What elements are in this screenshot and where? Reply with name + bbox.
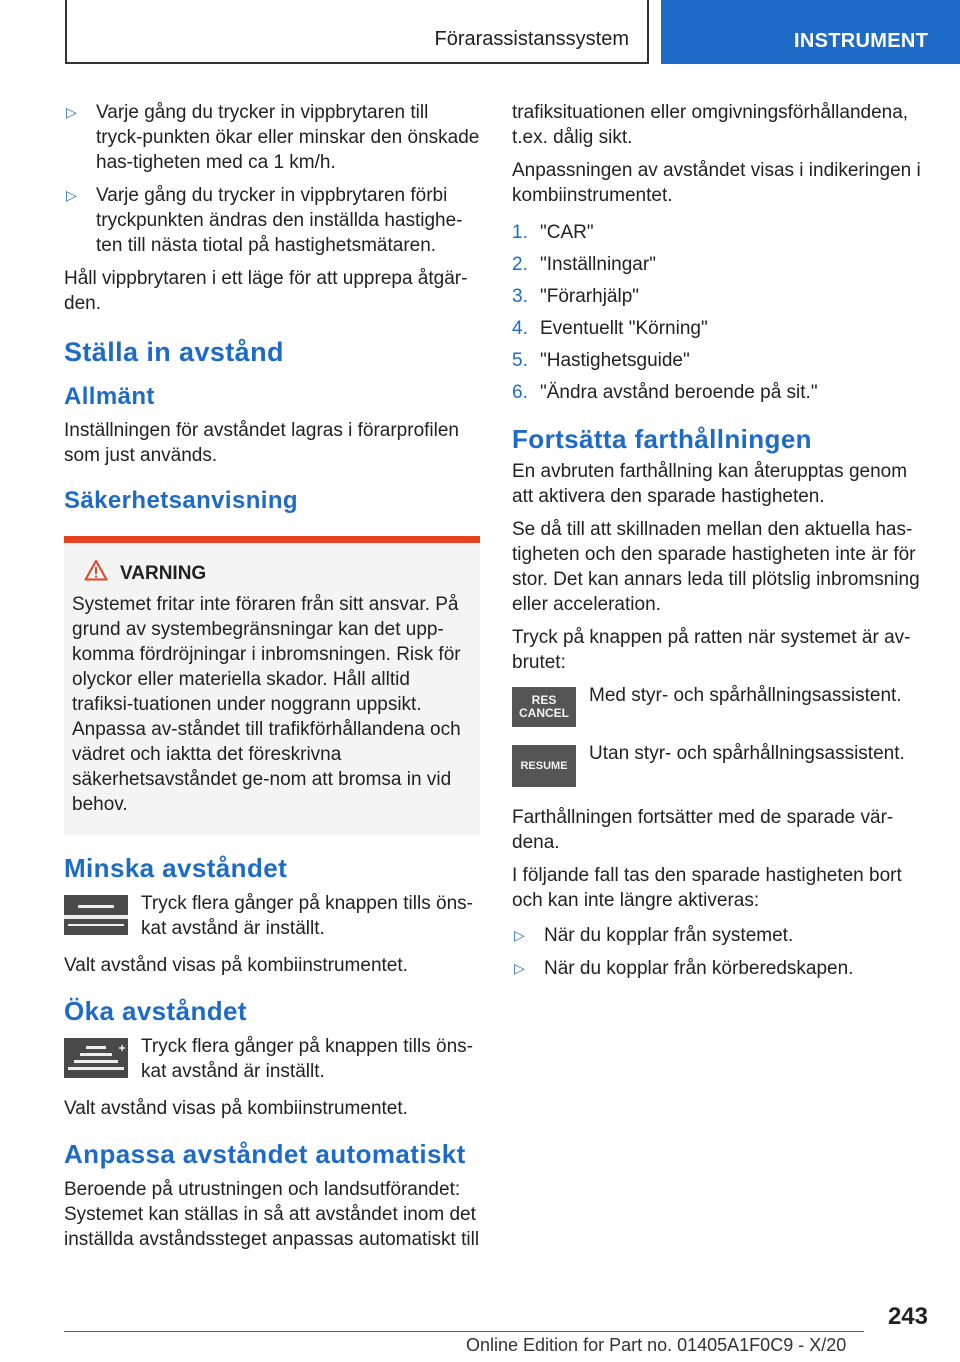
resume-paragraph-4: Farthållningen fortsätter med de sparade vär-dena. xyxy=(512,807,894,853)
step-number: 5. xyxy=(512,350,528,371)
step-text: "Hastighetsguide" xyxy=(540,350,690,371)
res-cancel-text: Med styr- och spårhållningsassistent. xyxy=(589,685,902,706)
resume-paragraph-2: Se då till att skillnaden mellan den aktuella has-tigheten och den sparade hastigheten inte är för stor. Det kan annars leda till plötslig inbromsning eller acceleration. xyxy=(512,519,920,615)
resume-label: RESUME xyxy=(520,759,568,772)
warning-box xyxy=(64,536,480,835)
minska-text: Tryck flera gånger på knappen tills öns-kat avstånd är inställt. xyxy=(141,893,473,939)
warning-title: VARNING xyxy=(120,563,207,584)
resume-button-icon xyxy=(512,745,576,787)
footer-edition: Online Edition for Part no. 01405A1F0C9 - X/20 xyxy=(466,1335,847,1355)
list-item xyxy=(512,380,922,405)
triangle-bullet-icon: ▷ xyxy=(66,187,77,203)
header-section-title: Förarassistanssystem xyxy=(434,28,629,50)
list-item xyxy=(512,923,922,948)
subsection-title-minska: Minska avståndet xyxy=(64,853,288,883)
bullet-text: När du kopplar från systemet. xyxy=(544,925,794,946)
step-text: "Förarhjälp" xyxy=(540,286,640,307)
oka-text: Tryck flera gånger på knappen tills öns-kat avstånd är inställt. xyxy=(141,1036,473,1082)
step-text: "Inställningar" xyxy=(540,254,656,275)
list-item xyxy=(512,348,922,373)
right-column xyxy=(512,100,922,989)
header-section-box xyxy=(65,0,649,64)
resume-text: Utan styr- och spårhållningsassistent. xyxy=(589,743,905,764)
auto-paragraph: Beroende på utrustningen och landsutförandet: Systemet kan ställas in så att avståndet inom det inställda avståndssteget anpassas automatiskt till xyxy=(64,1179,480,1250)
section-title: Ställa in avstånd xyxy=(64,337,284,367)
distance-decrease-icon xyxy=(64,895,128,935)
subsection-title-safety: Säkerhetsanvisning xyxy=(64,487,298,514)
res-cancel-row xyxy=(512,683,922,727)
warning-text: Systemet fritar inte föraren från sitt ansvar. På grund av systembegränsningar kan det upp-komma fördröjningar i inbromsningen. Risk för olyckor eller materiella skador. Håll alltid trafiksi-tuationen under noggrann uppsikt. Anpassa av-ståndet till trafikförhållandena och vädret och iaktta det föreskrivna säkerhetsavståndet ge-nom att bromsa in vid behov. xyxy=(72,594,461,815)
triangle-bullet-icon: ▷ xyxy=(514,927,525,943)
allmant-paragraph: Inställningen för avståndet lagras i förarprofilen som just används. xyxy=(64,420,460,466)
list-item xyxy=(64,100,480,175)
distance-increase-icon xyxy=(64,1038,128,1078)
continued-paragraph: trafiksituationen eller omgivningsförhållandena, t.ex. dålig sikt. xyxy=(512,102,909,148)
subsection-title-allmant: Allmänt xyxy=(64,383,155,410)
step-number: 6. xyxy=(512,382,528,403)
step-number: 2. xyxy=(512,254,528,275)
res-label: RES xyxy=(531,693,557,707)
page-number: 243 xyxy=(887,1303,928,1330)
bullet-text: Varje gång du trycker in vippbrytaren till tryck-punkten ökar eller minskar den önskade has-tigheten med ca 1 km/h. xyxy=(96,102,480,173)
footer-divider xyxy=(64,1331,864,1332)
resume-paragraph-3: Tryck på knappen på ratten när systemet är av-brutet: xyxy=(512,627,911,673)
display-paragraph: Anpassningen av avståndet visas i indikeringen i kombiinstrumentet. xyxy=(512,160,921,206)
header-chapter-tab xyxy=(661,0,960,64)
subsection-title-auto: Anpassa avståndet automatiskt xyxy=(64,1139,466,1169)
step-number: 1. xyxy=(512,222,528,243)
oka-row xyxy=(64,1034,480,1084)
step-text: "CAR" xyxy=(540,222,594,243)
resume-row xyxy=(512,741,922,787)
triangle-bullet-icon: ▷ xyxy=(514,960,525,976)
oka-after: Valt avstånd visas på kombiinstrumentet. xyxy=(64,1098,408,1119)
minska-after: Valt avstånd visas på kombiinstrumentet. xyxy=(64,955,408,976)
hold-paragraph: Håll vippbrytaren i ett läge för att upprepa åtgär-den. xyxy=(64,268,468,314)
minska-row xyxy=(64,891,480,941)
warning-header xyxy=(84,559,474,588)
resume-paragraph-1: En avbruten farthållning kan återupptas genom att aktivera den sparade hastigheten. xyxy=(512,461,908,507)
list-item xyxy=(512,220,922,245)
list-item xyxy=(64,183,480,258)
subsection-title-oka: Öka avståndet xyxy=(64,996,247,1026)
res-cancel-button-icon xyxy=(512,687,576,727)
list-item xyxy=(512,252,922,277)
bullet-text: Varje gång du trycker in vippbrytaren förbi tryckpunkten ändras den inställda hastighe-ten till nästa tiotal på hastighetsmätaren. xyxy=(96,185,463,256)
triangle-bullet-icon: ▷ xyxy=(66,104,77,120)
list-item xyxy=(512,284,922,309)
header-chapter-label: INSTRUMENT xyxy=(794,30,929,52)
cancel-label: CANCEL xyxy=(519,706,569,720)
step-text: Eventuellt "Körning" xyxy=(540,318,708,339)
step-number: 3. xyxy=(512,286,528,307)
bullet-text: När du kopplar från körberedskapen. xyxy=(544,958,854,979)
list-item xyxy=(512,956,922,981)
resume-paragraph-5: I följande fall tas den sparade hastigheten bort och kan inte längre aktiveras: xyxy=(512,865,902,911)
step-number: 4. xyxy=(512,318,528,339)
warning-triangle-icon xyxy=(84,559,108,588)
list-item xyxy=(512,316,922,341)
left-column xyxy=(64,100,480,1260)
resume-section-title: Fortsätta farthållningen xyxy=(512,424,812,454)
step-text: "Ändra avstånd beroende på sit." xyxy=(540,382,818,403)
